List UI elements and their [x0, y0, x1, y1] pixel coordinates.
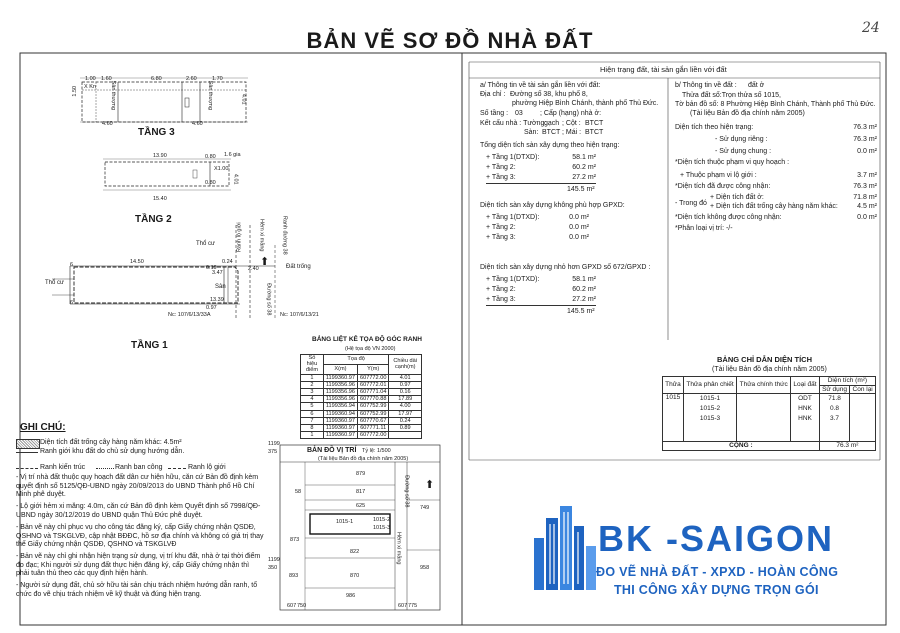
legend-line-3	[96, 468, 114, 469]
map-parcel-879: 879	[356, 471, 366, 477]
rp-k: + Tầng 1(DTXD):	[486, 276, 540, 283]
cell: 1199360.97	[323, 374, 357, 381]
f1-pt-6: 6	[70, 262, 74, 268]
cell: 3	[301, 389, 324, 396]
rp-k: *Diện tích không được công nhận:	[675, 214, 782, 221]
map-parcel-870: 870	[350, 573, 360, 579]
coords-table	[300, 354, 422, 439]
coords-h-y: Y(m)	[357, 364, 388, 374]
note-2: Ranh kiến trúc	[40, 464, 86, 471]
rp-b-map-src: (Tài liệu Bản đồ địa chính năm 2005)	[690, 110, 805, 117]
coords-h-x: X(m)	[323, 364, 357, 374]
floor2-label: TẦNG 2	[135, 214, 172, 225]
page-title: BẢN VẼ SƠ ĐỒ NHÀ ĐẤT	[306, 28, 594, 53]
f3-dim-2: 1.50	[72, 85, 79, 97]
rp-v: 58.1 m²	[572, 276, 596, 283]
f2-dim-6: 4.01	[232, 173, 239, 185]
cell: HNK	[798, 405, 812, 413]
cell: ODT	[798, 395, 812, 403]
f2-dim-4: 0.80	[205, 180, 216, 186]
rp-a-title: a/ Thông tin về tài sản gắn liền với đất:	[480, 82, 601, 89]
brand-buildings-icon	[532, 500, 598, 600]
rp-a-nc-row-3	[486, 234, 589, 243]
area-parcel: 1015	[663, 394, 684, 442]
f1-label-road: Đường số 38	[265, 283, 272, 316]
rp-v: 3.7 m²	[857, 172, 877, 179]
cell: 607771.04	[357, 389, 388, 396]
f3-mark-1: X Kn	[84, 84, 96, 90]
rp-b-title2: đất ở	[748, 82, 765, 89]
corner-mark: 24	[862, 20, 880, 36]
rp-v: 71.8 m²	[853, 194, 877, 201]
rp-a-grade-label: ; Cấp (hạng) nhà ở:	[540, 110, 602, 117]
rp-a-floors-label: Số tầng :	[480, 110, 509, 117]
rp-b-row-5	[675, 183, 877, 192]
rp-v: 60.2 m²	[572, 286, 596, 293]
map-grid-4: 350	[268, 565, 278, 571]
map-grid-7: 607	[398, 603, 408, 609]
rp-a-build-total: 145.5 m²	[567, 186, 595, 193]
brand-line-1: ĐO VẼ NHÀ ĐẤT - XPXD - HOÀN CÔNG	[596, 565, 839, 579]
cell: HNK	[798, 415, 812, 423]
table-row	[663, 394, 876, 442]
cell: 5	[301, 403, 324, 410]
rp-a-permit-title: Diện tích sàn xây dựng nhỏ hơn GPXD số 672/GPXD :	[480, 264, 651, 271]
rp-a-build-row-1	[486, 154, 596, 163]
table-row	[301, 425, 422, 432]
cell: 6	[301, 410, 324, 417]
f2-mark-1: X1.00	[214, 166, 229, 172]
rp-b-trongdo: - Trong đó	[675, 200, 707, 207]
f1-dim-6: 2.40	[248, 266, 259, 272]
coords-subtitle: (Hệ tọa độ VN 2000)	[345, 346, 396, 352]
map-grid-2: 375	[268, 449, 278, 455]
rp-v: 60.2 m²	[572, 164, 596, 171]
cell: 0.24	[389, 417, 422, 424]
rp-a-roof-label: ; Mái :	[562, 129, 582, 136]
cell: 4.01	[389, 374, 422, 381]
map-road-hem: Hẻm xi măng	[395, 532, 402, 565]
map-parcel-1015-2: 1015-2	[373, 517, 391, 523]
rp-k: + Tầng 1(DTXD):	[486, 154, 540, 161]
f1-addr-2: Nc: 107/6/13/21	[280, 312, 319, 318]
rp-a-nc-row-2	[486, 224, 589, 233]
table-row	[301, 389, 422, 396]
map-scale: Tỷ lệ: 1/500	[362, 448, 391, 454]
map-north-arrow-icon: ⬆	[425, 479, 435, 491]
table-row	[301, 381, 422, 388]
rp-k: - Sử dụng riêng :	[715, 136, 768, 143]
map-source: (Tài liệu Bản đồ địa chính năm 2005)	[318, 456, 409, 462]
map-grid-1: 1199	[268, 441, 280, 447]
cell: 4.00	[389, 403, 422, 410]
cell: 607772.01	[357, 381, 388, 388]
cell: 0.97	[389, 381, 422, 388]
f3-dim-4: 6.80	[151, 76, 162, 82]
map-parcel-58: 58	[295, 489, 302, 495]
cell: 0.8	[830, 405, 840, 413]
rp-a-nonconform-title: Diện tích sàn xây dựng không phù hợp GPXD:	[480, 202, 625, 209]
f1-addr-1: Nc: 107/6/13/33A	[168, 312, 211, 318]
rp-a-col: BTCT	[585, 120, 604, 127]
area-total-value: 76.3 m²	[819, 442, 875, 451]
f3-dim-1: 1.00	[85, 76, 96, 82]
rp-header: Hiện trạng đất, tài sản gắn liền với đất	[600, 65, 727, 74]
rp-k: *Diện tích thuộc phạm vi quy hoạch :	[675, 159, 790, 166]
area-official-col	[737, 394, 791, 442]
area-h-sudung: Sử dụng	[819, 385, 849, 394]
f3-room-2: Sân thượng	[206, 80, 213, 110]
map-parcel-749: 749	[420, 505, 430, 511]
rp-a-floors: 03	[515, 110, 523, 117]
map-parcel-893: 893	[289, 573, 299, 579]
cell: 1199360.97	[323, 432, 357, 439]
table-row	[301, 417, 422, 424]
area-table	[662, 376, 876, 451]
rp-k: + Tầng 2:	[486, 224, 516, 231]
f1-label-thocu-top: Thổ cư	[196, 241, 216, 247]
rp-k: + Tầng 3:	[486, 174, 516, 181]
table-row	[301, 396, 422, 403]
f1-label-ranh-2: Ranh đường 38	[281, 215, 288, 255]
cell: 607770.88	[357, 396, 388, 403]
rp-a-build-row-3	[486, 174, 596, 184]
rp-v: 58.1 m²	[572, 154, 596, 161]
cell: 3.7	[830, 415, 840, 423]
f1-dim-4: 3.47	[212, 270, 223, 276]
rp-v: 76.3 m²	[853, 136, 877, 143]
f1-label-san: Sân	[215, 284, 226, 290]
cell: 1	[301, 432, 324, 439]
f3-dim-5: 2.60	[186, 76, 197, 82]
cell: 607772.00	[357, 374, 388, 381]
f1-label-thocu-left: Thổ cư	[45, 280, 65, 286]
area-remain-col	[850, 394, 876, 442]
coords-title: BẢNG LIỆT KÊ TỌA ĐỘ GÓC RANH	[312, 336, 422, 343]
rp-b-map: Tờ bản đồ số: 8 Phường Hiệp Bình Chánh, Thành phố Thủ Đức.	[675, 101, 876, 108]
note-7: - Bản vẽ này chỉ phục vụ cho công tác đăng ký, cấp Giấy chứng nhận QSDĐ, QSHNO và TSKGLVĐ, cập nhật BĐĐC, hồ sơ địa chính và không có giá trị thay thế Giấy chứng nhận QSDĐ, QSHNO và TSKGLVĐ	[16, 524, 264, 549]
rp-v: 0.0 m²	[569, 234, 589, 241]
cell: 17.97	[389, 410, 422, 417]
f3-dim-3: 1.60	[101, 76, 112, 82]
map-grid-8: 775	[408, 603, 418, 609]
note-0: Diện tích đất trống cây hàng năm khác: 4.5m²	[40, 439, 182, 446]
table-row	[301, 410, 422, 417]
map-grid-6: 750	[297, 603, 307, 609]
cell: 607752.99	[357, 403, 388, 410]
hatch-swatch	[16, 439, 40, 449]
coords-h-point: Số hiệu điểm	[301, 355, 324, 375]
table-row	[301, 403, 422, 410]
rp-b-row-6	[710, 194, 877, 203]
rp-v: 0.0 m²	[569, 214, 589, 221]
note-8: - Bản vẽ này chỉ ghi nhận hiện trạng sử dụng, vị trí khu đất, nhà ở tại thời điểm đo đạc; Khi người sử dụng đất thực hiện đăng ký, cấp Giấy chứng nhận thì phải tuân thủ theo các quy định hiện hành.	[16, 553, 261, 578]
map-grid-5: 607	[287, 603, 297, 609]
note-9: - Người sử dụng đất, chủ sở hữu tài sản chịu trách nhiệm hướng dẫn ranh, tổ chức đo vẽ chịu trách nhiệm về kỹ thuật và đúng hiện trạng.	[16, 582, 258, 598]
cell: 607772.00	[357, 432, 388, 439]
f1-pt-5: 6	[70, 300, 74, 306]
map-parcel-1015-3: 1015-3	[373, 525, 391, 531]
f2-dim-1: 13.90	[153, 153, 167, 159]
map-title: BẢN ĐỒ VỊ TRÍ	[307, 447, 357, 454]
rp-k: Diện tích theo hiện trạng:	[675, 124, 754, 131]
legend-line-4	[168, 468, 186, 469]
cell: 0.89	[389, 425, 422, 432]
cell: 1199356.94	[323, 403, 357, 410]
rp-v: 0.0 m²	[857, 214, 877, 221]
rp-k: + Tầng 3:	[486, 234, 516, 241]
area-h-thua: Thửa	[663, 377, 684, 394]
map-parcel-1015-1: 1015-1	[336, 519, 354, 525]
cell: 607770.67	[357, 417, 388, 424]
note-6: - Lộ giới hẻm xi măng: 4.0m, căn cứ Bản đồ định kèm Quyết định số 7998/QĐ-UBND ngày 30/12/2019 do UBND quận Thủ Đức phê duyệt.	[16, 503, 261, 519]
rp-a-permit-total: 145.5 m²	[567, 308, 595, 315]
rp-b-row-9: *Phân loại vị trí: -/-	[675, 225, 733, 232]
floor1-label: TẦNG 1	[131, 340, 168, 351]
legend-line-1	[16, 452, 38, 453]
cell: 1199360.94	[323, 410, 357, 417]
location-map-drawing	[265, 440, 455, 618]
area-use-col	[819, 394, 849, 442]
cell: 607752.99	[357, 410, 388, 417]
map-parcel-625: 625	[356, 503, 366, 509]
f1-label-hem: Hẻm xi măng	[258, 219, 265, 252]
cell: 1199356.96	[323, 396, 357, 403]
rp-a-col-label: ; Cột :	[562, 120, 581, 127]
rp-k: - Sử dụng chung :	[715, 148, 772, 155]
rp-v: 0.0 m²	[857, 148, 877, 155]
rp-a-structure-label: Kết cấu nhà : Tường:	[480, 120, 547, 127]
rp-a-build-row-2	[486, 164, 596, 173]
coords-h-coord: Tọa độ	[323, 355, 389, 365]
rp-a-permit-row-2	[486, 286, 596, 295]
f3-dim-7: 4.60	[102, 121, 113, 127]
rp-k: + Tầng 3:	[486, 296, 516, 303]
area-h-dientich: Diện tích (m²)	[819, 377, 875, 386]
area-h-loaidat: Loại đất	[791, 377, 820, 394]
rp-b-row-3	[675, 159, 877, 168]
cell: 1	[301, 374, 324, 381]
f1-dim-3: 0.19	[206, 265, 217, 271]
f1-dim-7: 0.97	[206, 305, 217, 311]
rp-b-row-4	[680, 172, 877, 181]
notes-title: GHI CHÚ:	[20, 422, 66, 433]
map-grid-3: 1199	[268, 557, 280, 563]
f1-dim-1: 14.50	[130, 259, 144, 265]
rp-k: + Diện tích đất ở:	[710, 194, 764, 201]
rp-a-roof: BTCT	[585, 129, 604, 136]
cell: 17.89	[389, 396, 422, 403]
cell: 607771.11	[357, 425, 388, 432]
f2-dim-2: 0.80	[205, 154, 216, 160]
rp-v: 4.5 m²	[857, 203, 877, 210]
map-parcel-873: 873	[290, 537, 300, 543]
rp-b-row-0	[675, 124, 877, 133]
table-row	[663, 442, 876, 451]
cell: 0.16	[389, 389, 422, 396]
f1-dim-5: 13.39	[210, 297, 224, 303]
f3-dim-9: 4.01	[240, 93, 247, 105]
note-1: Ranh giới khu đất do chủ sử dụng hướng dẫn.	[40, 448, 185, 455]
map-parcel-817: 817	[356, 489, 366, 495]
map-parcel-822: 822	[350, 549, 360, 555]
cell: 1015-1	[699, 395, 721, 403]
cell: 4	[301, 396, 324, 403]
rp-k: + Tầng 2:	[486, 164, 516, 171]
cell: 2	[301, 381, 324, 388]
north-arrow-icon: ⬆	[260, 256, 270, 268]
legend-line-2	[16, 468, 38, 469]
floor2-drawing	[95, 150, 245, 200]
rp-v: 27.2 m²	[572, 296, 596, 303]
rp-a-address: Đường số 38, khu phố 8,	[510, 91, 588, 98]
rp-v: 76.3 m²	[853, 183, 877, 190]
floor3-label: TẦNG 3	[138, 127, 175, 138]
rp-v: 0.0 m²	[569, 224, 589, 231]
area-type-col	[791, 394, 820, 442]
note-5: - Vị trí nhà đất thuộc quy hoạch đất dân cư hiện hữu, căn cứ Bản đồ định kèm quyết định số 5125/QĐ-UBND ngày 20/09/2013 do UBND Thành phố Hồ Chí Minh phê duyệt.	[16, 474, 259, 499]
f1-label-ranh-1: Ranh lộ giới	[236, 222, 243, 253]
note-4: Ranh lộ giới	[188, 464, 226, 471]
f3-dim-6: 1.70	[212, 76, 223, 82]
table-row	[301, 374, 422, 381]
rp-a-permit-row-3	[486, 296, 596, 306]
cell: 1199360.97	[323, 417, 357, 424]
cell: 1199360.97	[323, 425, 357, 432]
rp-b-title: b/ Thông tin về đất :	[675, 82, 737, 89]
cell: 1199356.96	[323, 389, 357, 396]
area-total-label: CỘNG :	[663, 442, 820, 451]
map-parcel-986: 986	[346, 593, 356, 599]
rp-a-floor: BTCT	[542, 129, 561, 136]
cell: 1199356.96	[323, 381, 357, 388]
cell	[389, 432, 422, 439]
area-sub-col	[683, 394, 736, 442]
rp-a-nc-row-1	[486, 214, 589, 223]
area-h-conlai: Con lại	[850, 385, 876, 394]
coords-h-len: Chiều dài cạnh(m)	[389, 355, 422, 375]
rp-a-wall: gạch	[544, 120, 560, 127]
brand-line-2: THI CÔNG XÂY DỰNG TRỌN GÓI	[614, 583, 819, 597]
area-h-phanchiet: Thửa phân chiết	[683, 377, 736, 394]
note-3: Ranh ban công	[115, 464, 163, 471]
rp-k: + Diện tích đất trống cây hàng năm khác:	[710, 203, 838, 210]
f1-label-dattrong: Đất trống	[286, 264, 311, 270]
cell: 71.8	[828, 395, 841, 403]
rp-b-parcel: Thửa đất số:Trọn thửa số 1015,	[682, 92, 782, 99]
map-road-38: Đường số 38	[403, 475, 410, 508]
rp-a-floor-label: Sàn:	[524, 129, 539, 136]
rp-b-row-2	[715, 148, 877, 157]
f2-dim-5: 15.40	[153, 196, 167, 202]
rp-k: + Tầng 2:	[486, 286, 516, 293]
f3-dim-8: 4.60	[192, 121, 203, 127]
area-title: BẢNG CHỈ DẪN DIỆN TÍCH	[717, 355, 812, 364]
cell: 8	[301, 425, 324, 432]
floor1-drawing	[40, 225, 320, 335]
rp-k: *Diện tích đã được công nhận:	[675, 183, 771, 190]
f2-dim-3: 1.6 gia	[224, 152, 241, 158]
rp-a-address-label: Địa chỉ :	[480, 91, 506, 98]
table-row	[301, 432, 422, 439]
rp-a-address2: phường Hiệp Bình Chánh, thành phố Thủ Đức.	[512, 100, 659, 107]
cell: 1015-3	[699, 415, 721, 423]
map-parcel-958: 958	[420, 565, 430, 571]
rp-b-row-1	[715, 136, 877, 145]
rp-a-build-title: Tổng diện tích sàn xây dựng theo hiện trạng:	[480, 142, 620, 149]
rp-a-permit-row-1	[486, 276, 596, 285]
rp-b-row-8	[675, 214, 877, 223]
rp-k: + Tầng 1(DTXD):	[486, 214, 540, 221]
area-h-chinhthuc: Thửa chính thức	[737, 377, 791, 394]
f1-dim-2: 0.24	[222, 259, 233, 265]
rp-v: 27.2 m²	[572, 174, 596, 181]
rp-v: 76.3 m²	[853, 124, 877, 131]
rp-b-row-7	[710, 203, 877, 212]
cell: 7	[301, 417, 324, 424]
brand-name: BK -SAIGON	[598, 518, 834, 559]
rp-k: + Thuộc phạm vi lộ giới :	[680, 172, 757, 179]
f3-room-1: Sân thượng	[109, 80, 116, 110]
area-subtitle: (Tài liệu Bản đồ địa chính năm 2005)	[712, 366, 827, 373]
cell: 1015-2	[699, 405, 721, 413]
